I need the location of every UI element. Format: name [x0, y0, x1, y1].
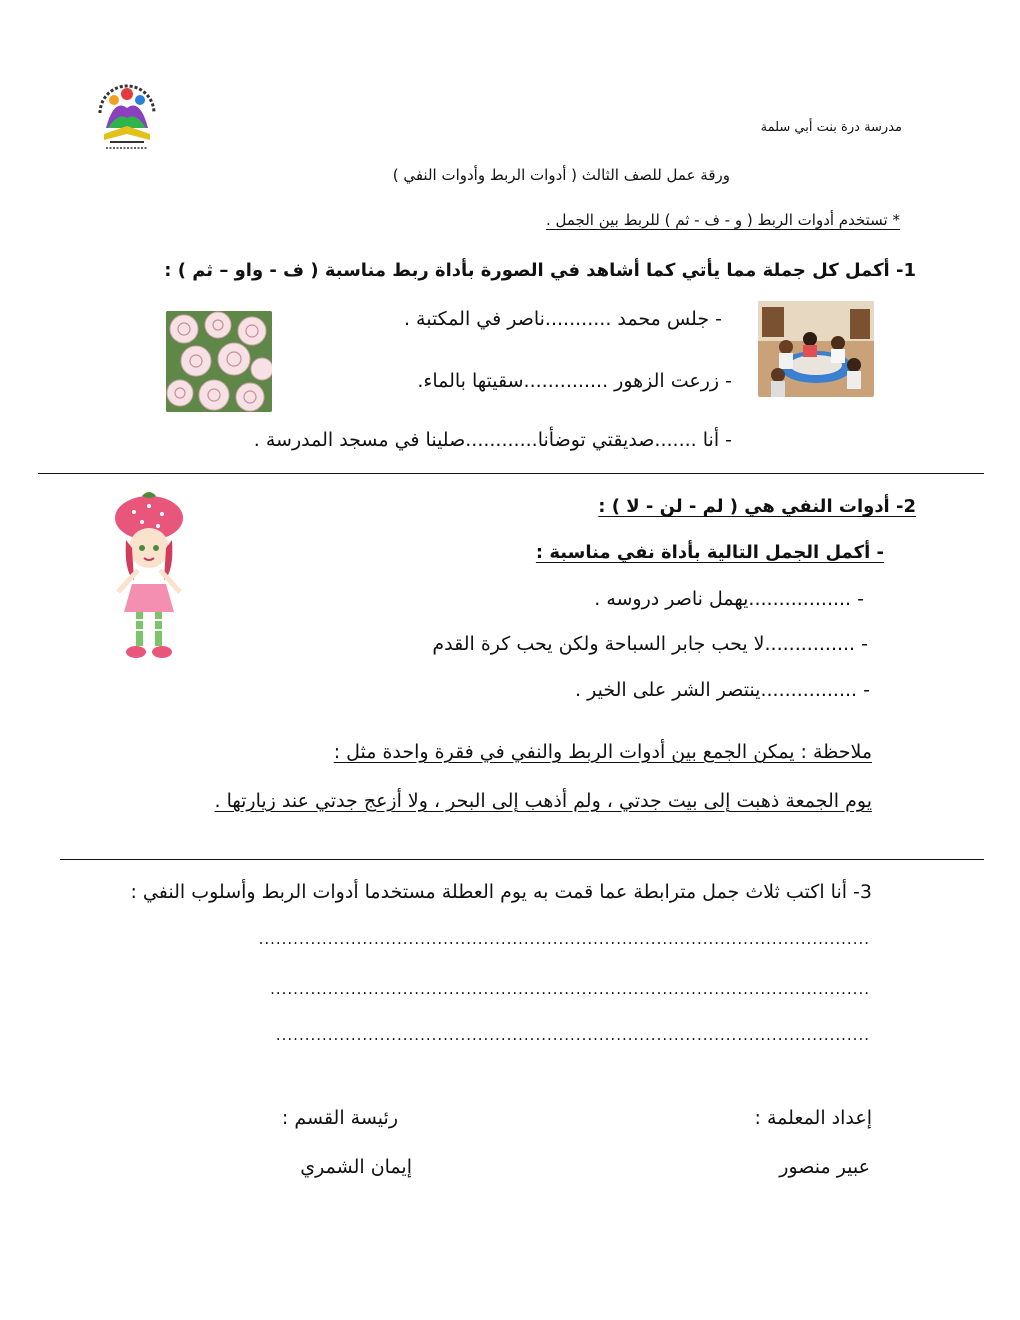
- divider-2: [60, 859, 984, 860]
- teacher-name: عبير منصور: [779, 1156, 870, 1178]
- section1-item-3: - أنا .......صديقتي توضأنا............صلينا في مسجد المدرسة .: [253, 429, 732, 451]
- strawberry-girl-icon: [104, 488, 194, 664]
- department-head-name: إيمان الشمري: [300, 1156, 412, 1178]
- intro-text: * تستخدم أدوات الربط ( و - ف - ثم ) للربط بين الجمل .: [545, 211, 900, 229]
- section1-item-1: - جلس محمد ...........ناصر في المكتبة .: [403, 308, 722, 330]
- prepared-by-label: إعداد المعلمة :: [754, 1107, 872, 1129]
- section2-item-3: - ................ينتصر الشر على الخير .: [575, 679, 870, 701]
- classroom-image: [758, 301, 874, 397]
- school-logo: [92, 68, 162, 160]
- worksheet-title: ورقة عمل للصف الثالث ( أدوات الربط وأدوات النفي ): [392, 166, 730, 184]
- section2-title: 2- أدوات النفي هي ( لم - لن - لا ) :: [598, 496, 916, 517]
- school-name: مدرسة درة بنت أبي سلمة: [760, 120, 902, 135]
- section1-item-2: - زرعت الزهور ..............سقيتها بالماء.: [417, 370, 732, 392]
- example-text: يوم الجمعة ذهبت إلى بيت جدتي ، ولم أذهب إلى البحر ، ولا أزعج جدتي عند زيارتها .: [214, 790, 872, 812]
- answer-line-1[interactable]: ..........................................................................................................: [258, 930, 870, 948]
- note-text: ملاحظة : يمكن الجمع بين أدوات الربط والنفي في فقرة واحدة مثل :: [333, 741, 872, 763]
- section1-title: 1- أكمل كل جملة مما يأتي كما أشاهد في الصورة بأداة ربط مناسبة ( ف - واو – ثم ) :: [164, 260, 916, 281]
- section2-item-1: - .................يهمل ناصر دروسه .: [594, 588, 864, 610]
- answer-line-3[interactable]: .......................................................................................................: [275, 1026, 870, 1044]
- classroom-icon: [758, 301, 874, 397]
- section2-item-2: - ...............لا يحب جابر السباحة ولكن يحب كرة القدم: [432, 633, 868, 655]
- flower-image: [166, 311, 272, 412]
- department-head-label: رئيسة القسم :: [281, 1107, 398, 1129]
- school-logo-icon: [92, 68, 162, 160]
- strawberry-girl-image: [104, 488, 194, 664]
- rose-icon: [166, 311, 272, 412]
- section3-title: 3- أنا اكتب ثلاث جمل مترابطة عما قمت به يوم العطلة مستخدما أدوات الربط وأسلوب النفي :: [130, 881, 872, 903]
- answer-line-2[interactable]: ........................................................................................................: [270, 980, 870, 998]
- divider-1: [38, 473, 984, 474]
- section2-subtitle: - أكمل الجمل التالية بأداة نفي مناسبة :: [535, 542, 884, 563]
